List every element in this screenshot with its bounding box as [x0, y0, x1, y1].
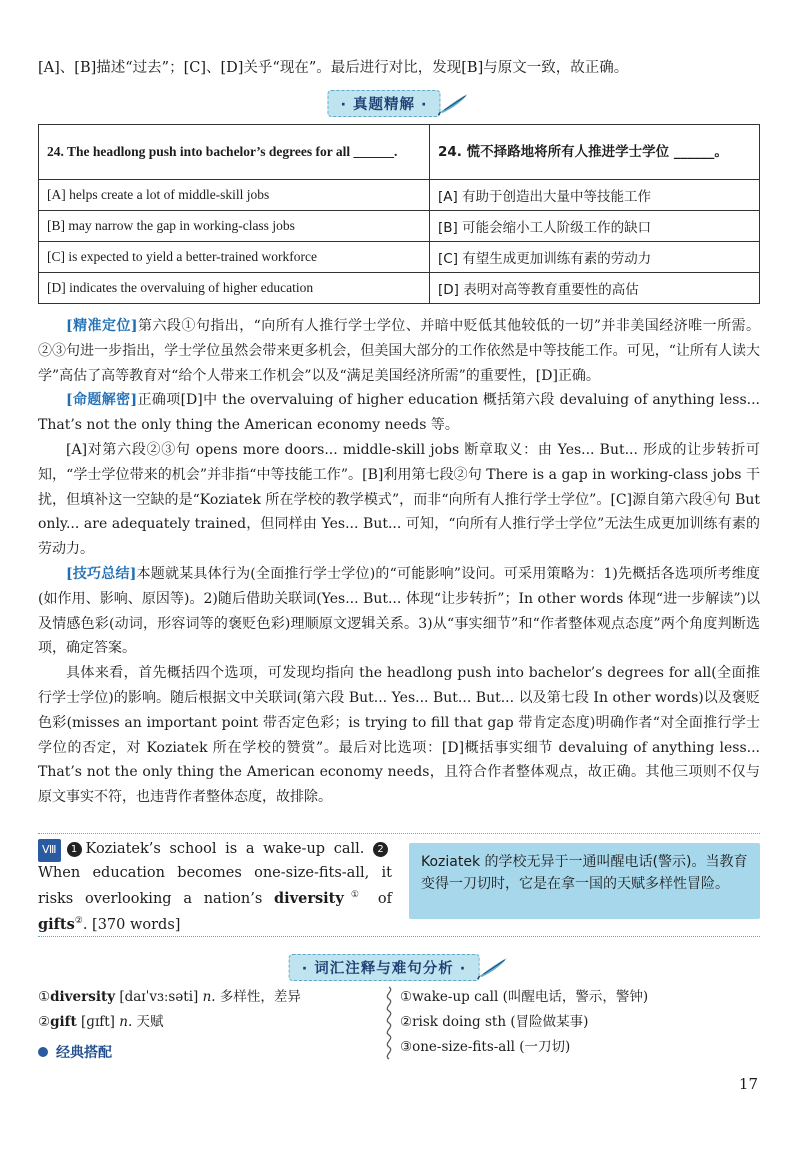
vocab-word: diversity [50, 989, 116, 1005]
collocation-item: ③one-size-fits-all (一刀切) [400, 1039, 571, 1055]
footnote-mark: ② [74, 916, 83, 927]
divider [38, 833, 760, 834]
option-b-en: [B] may narrow the gap in working-class jobs [39, 211, 430, 242]
question-table [38, 124, 760, 304]
question-stem-zh: 24. 慌不择路地将所有人推进学士学位 ______。 [430, 125, 760, 180]
vocab-ipa: [ɡɪft] [81, 1014, 115, 1030]
vocab-mark: ① [38, 989, 51, 1005]
vocab-list [38, 985, 378, 1066]
vocab-meaning: 天赋 [136, 1014, 164, 1030]
question-stem-en: 24. The headlong push into bachelor’s degrees for all ______. [39, 125, 430, 180]
vocab-meaning: 多样性，差异 [219, 989, 301, 1005]
vocab-pos: n. [119, 1014, 133, 1030]
analysis-paragraph [38, 438, 760, 562]
classic-title: 经典搭配 [56, 1045, 112, 1061]
analysis-paragraph [38, 661, 760, 810]
section-banner-vocab [289, 954, 510, 981]
classic-collocations-heading [38, 1041, 378, 1066]
keyword: gifts [38, 916, 75, 934]
option-d-zh: [D] 表明对高等教育重要性的高估 [430, 273, 760, 304]
page-number: 17 [738, 1075, 758, 1093]
sentence-text: When education becomes one-size-fits-all, it risks overlooking a nation’s [38, 864, 392, 907]
analysis-body [38, 314, 760, 810]
analysis-text: 正确项[D]中 the overvaluing of higher education 概括第六段 devaluing of anything less... That’s not the only thing the American economy needs 等。 [38, 392, 760, 434]
vocab-item [38, 985, 378, 1010]
option-c-en: [C] is expected to yield a better-trained workforce [39, 242, 430, 273]
vocab-word: gift [50, 1014, 77, 1030]
option-a-en: [A] helps create a lot of middle-skill jobs [39, 180, 430, 211]
option-a-zh: [A] 有助于创造出大量中等技能工作 [430, 180, 760, 211]
collocation-item: ②risk doing sth (冒险做某事) [400, 1014, 589, 1030]
collocation-item: ①wake-up call (叫醒电话，警示，警钟) [400, 989, 649, 1005]
analysis-tag: [精准定位] [66, 318, 138, 334]
option-row [39, 273, 760, 304]
sentence-number: 1 [67, 842, 82, 857]
option-c-zh: [C] 有望生成更加训练有素的劳动力 [430, 242, 760, 273]
intro-line: [A]、[B]描述“过去”；[C]、[D]关乎“现在”。最后进行对比，发现[B]与原文一致，故正确。 [38, 60, 629, 76]
keyword: diversity [274, 889, 344, 907]
sentence-text: . [370 words] [82, 917, 181, 934]
footnote-mark: ① [343, 890, 367, 900]
section-banner-exam-analysis [327, 90, 470, 117]
analysis-paragraph [38, 388, 760, 438]
bullet-dot-icon [38, 1047, 48, 1057]
vocab-ipa: [daɪˈvɜːsəti] [119, 989, 199, 1005]
analysis-text: [A]对第六段②③句 opens more doors... middle-skill jobs 断章取义：由 Yes... But... 形成的让步转折可知，“学士学位带来的机会”并非指“中等技能工作”。[B]利用第七段②句 There is a gap in working-class jobs 干扰，但填补这一空缺的是“Koziatek 所在学校的教学模式”，而非“向所有人推行学士学位”。[C]源自第六段④句 But only... are adequately trained，但同样由 Yes... But... 可知，“向所有人推行学士学位”无法生成更加训练有素的劳动力。 [38, 441, 760, 558]
translation-box: Koziatek 的学校无异于一通叫醒电话(警示)。当教育变得一刀切时，它是在拿一国的天赋多样性冒险。 [409, 843, 760, 919]
spiral-binding-icon [383, 985, 395, 1065]
quill-pen-icon [475, 956, 509, 980]
option-row [39, 180, 760, 211]
question-stem-row [39, 125, 760, 180]
collocation-list [400, 985, 760, 1060]
option-row [39, 242, 760, 273]
passage-excerpt [38, 838, 392, 937]
vocab-item [38, 1010, 378, 1035]
analysis-text: 具体来看，首先概括四个选项，可发现均指向 the headlong push into bachelor’s degrees for all(全面推行学士学位)的影响。随后根据文中关联词(第六段 But... Yes... But... But... 以及第七段 In other words)以及褒贬色彩(misses an important point 带否定色彩；is trying to fill that gap 带肯定态度)明确作者“对全面推行学士学位的否定，对 Koziatek 所在学校的赞赏”。最后对比选项：[D]概括事实细节 devaluing of anything less... That’s not the only thing the American economy needs，且符合作者整体观点，故正确。其他三项则不仅与原文事实不符，也违背作者整体态度，故排除。 [38, 665, 760, 806]
quill-pen-icon [437, 92, 471, 116]
sentence-number: 2 [373, 842, 388, 857]
option-d-en: [D] indicates the overvaluing of higher education [39, 273, 430, 304]
analysis-text: 第六段①句指出，“向所有人推行学士学位、并暗中贬低其他较低的一切”并非美国经济唯一所需。②③句进一步指出，学士学位虽然会带来更多机会，但美国大部分的工作依然是中等技能工作。可见，“让所有人读大学”高估了高等教育对“给个人带来工作机会”以及“满足美国经济所需”的重要性，[D]正确。 [38, 318, 761, 384]
analysis-tag: [技巧总结] [66, 565, 137, 582]
vocab-mark: ② [38, 1014, 51, 1030]
option-b-zh: [B] 可能会缩小工人阶级工作的缺口 [430, 211, 760, 242]
analysis-tag: [命题解密] [66, 392, 138, 409]
option-row [39, 211, 760, 242]
vocab-pos: n. [202, 989, 216, 1005]
analysis-paragraph [38, 314, 760, 388]
paragraph-number-badge: Ⅷ [38, 839, 61, 862]
analysis-paragraph [38, 562, 760, 661]
sentence-text: Koziatek’s school is a wake-up call. [85, 841, 365, 857]
section-title: · 真题精解 · [327, 90, 440, 117]
section-title: · 词汇注释与难句分析 · [289, 954, 480, 981]
sentence-text: of [366, 890, 392, 907]
analysis-text: 本题就某具体行为(全面推行学士学位)的“可能影响”设问。可采用策略为：1)先概括各选项所考维度(如作用、影响、原因等)。2)随后借助关联词(Yes... But... 体现“让步转折”；In other words 体现“进一步解读”)以及情感色彩(动词，形容词等的褒贬色彩)理顺原文逻辑关系。3)从“事实细节”和“作者整体观点态度”两个角度判断选项，确定答案。 [38, 565, 760, 657]
divider [38, 936, 760, 937]
